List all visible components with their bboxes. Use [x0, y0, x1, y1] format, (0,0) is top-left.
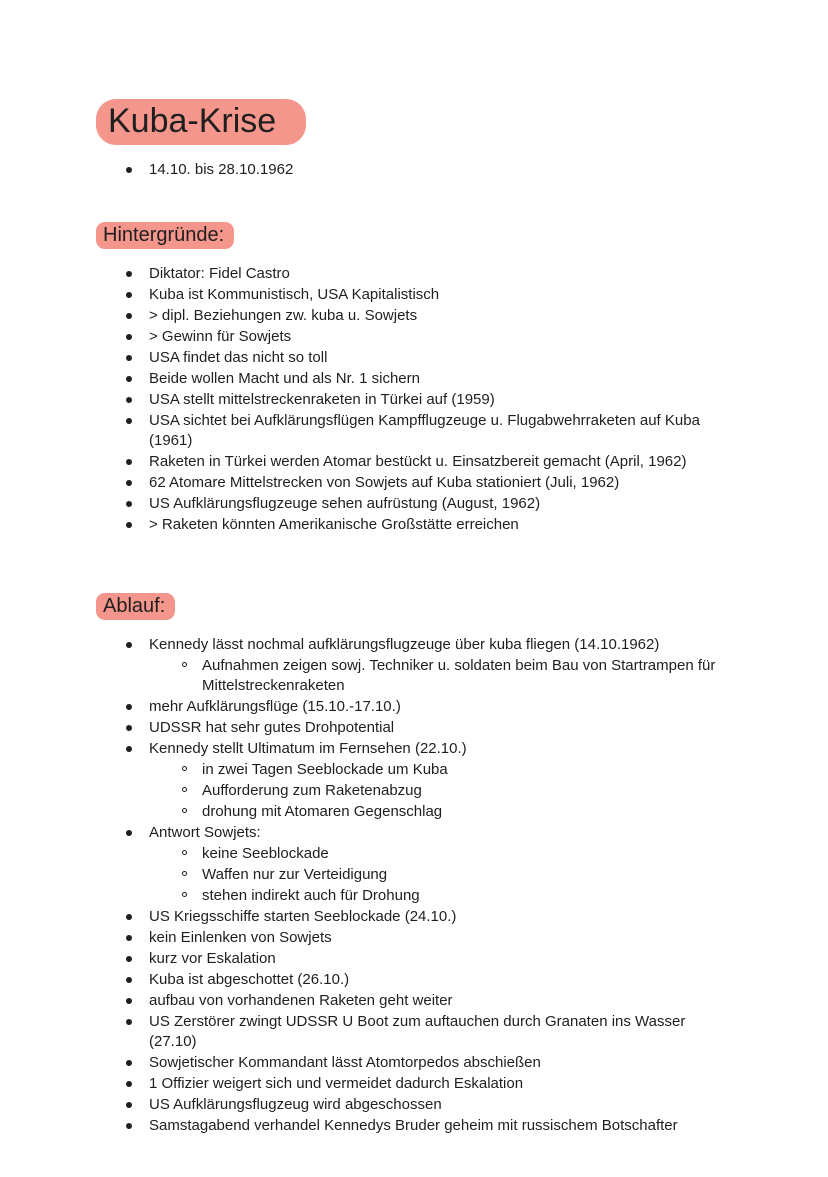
list-item	[96, 1116, 728, 1136]
list-item	[96, 369, 728, 389]
bullet-icon	[126, 914, 132, 920]
bullet-icon	[126, 334, 132, 340]
section-heading-text: Hintergründe:	[96, 222, 234, 249]
list-item-text: kurz vor Eskalation	[149, 950, 276, 967]
list-item-text: US Kriegsschiffe starten Seeblockade (24.10.)	[149, 908, 457, 925]
section-heading-text: Ablauf:	[96, 593, 175, 620]
section-hintergruende	[96, 222, 728, 535]
circle-icon	[182, 850, 187, 855]
bullet-icon	[126, 1019, 132, 1025]
circle-icon	[182, 892, 187, 897]
bullet-icon	[126, 397, 132, 403]
sub-list-item-text: in zwei Tagen Seeblockade um Kuba	[202, 761, 448, 778]
list-item	[96, 1012, 728, 1052]
sub-list-item-text: Aufnahmen zeigen sowj. Techniker u. soldaten beim Bau von Startrampen für Mittelstreckenraketen	[202, 657, 716, 694]
list-item-text: mehr Aufklärungsflüge (15.10.-17.10.)	[149, 698, 401, 715]
bullet-icon	[126, 642, 132, 648]
list-item-text: UDSSR hat sehr gutes Drohpotential	[149, 719, 395, 736]
bullet-icon	[126, 998, 132, 1004]
sub-list-item-text: Aufforderung zum Raketenabzug	[202, 782, 422, 799]
list-item	[96, 928, 728, 948]
sub-list-item	[96, 760, 728, 780]
bullet-icon	[126, 1102, 132, 1108]
document-title	[96, 98, 728, 144]
bullet-icon	[126, 1123, 132, 1129]
document-title-text: Kuba-Krise	[96, 99, 306, 145]
list-item	[96, 1074, 728, 1094]
list-item-text: USA findet das nicht so toll	[149, 349, 328, 366]
list-item	[96, 390, 728, 410]
bullet-icon	[126, 167, 132, 173]
bullet-icon	[126, 1081, 132, 1087]
list-item-text: Beide wollen Macht und als Nr. 1 sichern	[149, 370, 420, 387]
section-ablauf	[96, 593, 728, 1136]
list-item-text: kein Einlenken von Sowjets	[149, 929, 332, 946]
bullet-icon	[126, 746, 132, 752]
list-item	[96, 264, 728, 284]
list-item-text: 1 Offizier weigert sich und vermeidet dadurch Eskalation	[149, 1075, 524, 1092]
list-item	[96, 635, 728, 655]
list-item-text: US Aufklärungsflugzeug wird abgeschossen	[149, 1096, 442, 1113]
list-item-text: US Aufklärungsflugzeuge sehen aufrüstung (August, 1962)	[149, 495, 541, 512]
sub-list-item	[96, 886, 728, 906]
list-item	[96, 823, 728, 843]
list-item-text: 62 Atomare Mittelstrecken von Sowjets auf Kuba stationiert (Juli, 1962)	[149, 474, 620, 491]
sub-list-item	[96, 865, 728, 885]
sub-list-item-text: Waffen nur zur Verteidigung	[202, 866, 388, 883]
list-item-text: Sowjetischer Kommandant lässt Atomtorpedos abschießen	[149, 1054, 541, 1071]
list-item	[96, 285, 728, 305]
list-item	[96, 970, 728, 990]
list-item-text: > Gewinn für Sowjets	[149, 328, 292, 345]
bullet-icon	[126, 501, 132, 507]
circle-icon	[182, 808, 187, 813]
bullet-icon	[126, 459, 132, 465]
section-list	[96, 635, 728, 1136]
list-item-text: Kennedy lässt nochmal aufklärungsflugzeuge über kuba fliegen (14.10.1962)	[149, 636, 660, 653]
sub-list-item	[96, 656, 728, 696]
circle-icon	[182, 766, 187, 771]
bullet-icon	[126, 1060, 132, 1066]
bullet-icon	[126, 725, 132, 731]
list-item-text: > dipl. Beziehungen zw. kuba u. Sowjets	[149, 307, 418, 324]
list-item-text: Kuba ist abgeschottet (26.10.)	[149, 971, 350, 988]
list-item-text: USA stellt mittelstreckenraketen in Türkei auf (1959)	[149, 391, 495, 408]
bullet-icon	[126, 480, 132, 486]
list-item-text: > Raketen könnten Amerikanische Großstätte erreichen	[149, 516, 519, 533]
list-item	[96, 348, 728, 368]
section-heading	[96, 222, 728, 248]
list-item	[96, 1053, 728, 1073]
sub-list-item-text: keine Seeblockade	[202, 845, 329, 862]
list-item	[96, 1095, 728, 1115]
sub-list-item	[96, 781, 728, 801]
bullet-icon	[126, 956, 132, 962]
bullet-icon	[126, 355, 132, 361]
bullet-icon	[126, 313, 132, 319]
list-item-text: aufbau von vorhandenen Raketen geht weiter	[149, 992, 453, 1009]
list-item	[96, 739, 728, 759]
circle-icon	[182, 787, 187, 792]
bullet-icon	[126, 418, 132, 424]
list-item	[96, 473, 728, 493]
bullet-icon	[126, 292, 132, 298]
bullet-icon	[126, 977, 132, 983]
list-item-text: Raketen in Türkei werden Atomar bestückt u. Einsatzbereit gemacht (April, 1962)	[149, 453, 687, 470]
bullet-icon	[126, 830, 132, 836]
list-item	[96, 494, 728, 514]
sub-list-item	[96, 802, 728, 822]
list-item	[96, 991, 728, 1011]
bullet-icon	[126, 522, 132, 528]
list-item	[96, 452, 728, 472]
circle-icon	[182, 662, 187, 667]
list-item	[96, 411, 728, 451]
list-item	[96, 515, 728, 535]
list-item	[96, 907, 728, 927]
sub-list-item	[96, 844, 728, 864]
section-list	[96, 264, 728, 535]
bullet-icon	[126, 935, 132, 941]
list-item	[96, 718, 728, 738]
list-item	[96, 160, 728, 180]
bullet-icon	[126, 704, 132, 710]
list-item-text: Antwort Sowjets:	[149, 824, 261, 841]
list-item-text: Samstagabend verhandel Kennedys Bruder geheim mit russischem Botschafter	[149, 1117, 678, 1134]
list-item-text: Kennedy stellt Ultimatum im Fernsehen (22.10.)	[149, 740, 467, 757]
list-item-text: USA sichtet bei Aufklärungsflügen Kampfflugzeuge u. Flugabwehrraketen auf Kuba (1961)	[149, 412, 700, 449]
bullet-icon	[126, 376, 132, 382]
list-item-text: Diktator: Fidel Castro	[149, 265, 290, 282]
list-item-text: Kuba ist Kommunistisch, USA Kapitalistisch	[149, 286, 440, 303]
bullet-icon	[126, 271, 132, 277]
list-item-text: 14.10. bis 28.10.1962	[149, 161, 294, 178]
section-heading	[96, 593, 728, 619]
intro-list	[96, 160, 728, 180]
list-item	[96, 306, 728, 326]
list-item	[96, 949, 728, 969]
circle-icon	[182, 871, 187, 876]
list-item-text: US Zerstörer zwingt UDSSR U Boot zum auftauchen durch Granaten ins Wasser (27.10)	[149, 1013, 686, 1050]
sub-list-item-text: stehen indirekt auch für Drohung	[202, 887, 420, 904]
sub-list-item-text: drohung mit Atomaren Gegenschlag	[202, 803, 443, 820]
list-item	[96, 697, 728, 717]
list-item	[96, 327, 728, 347]
